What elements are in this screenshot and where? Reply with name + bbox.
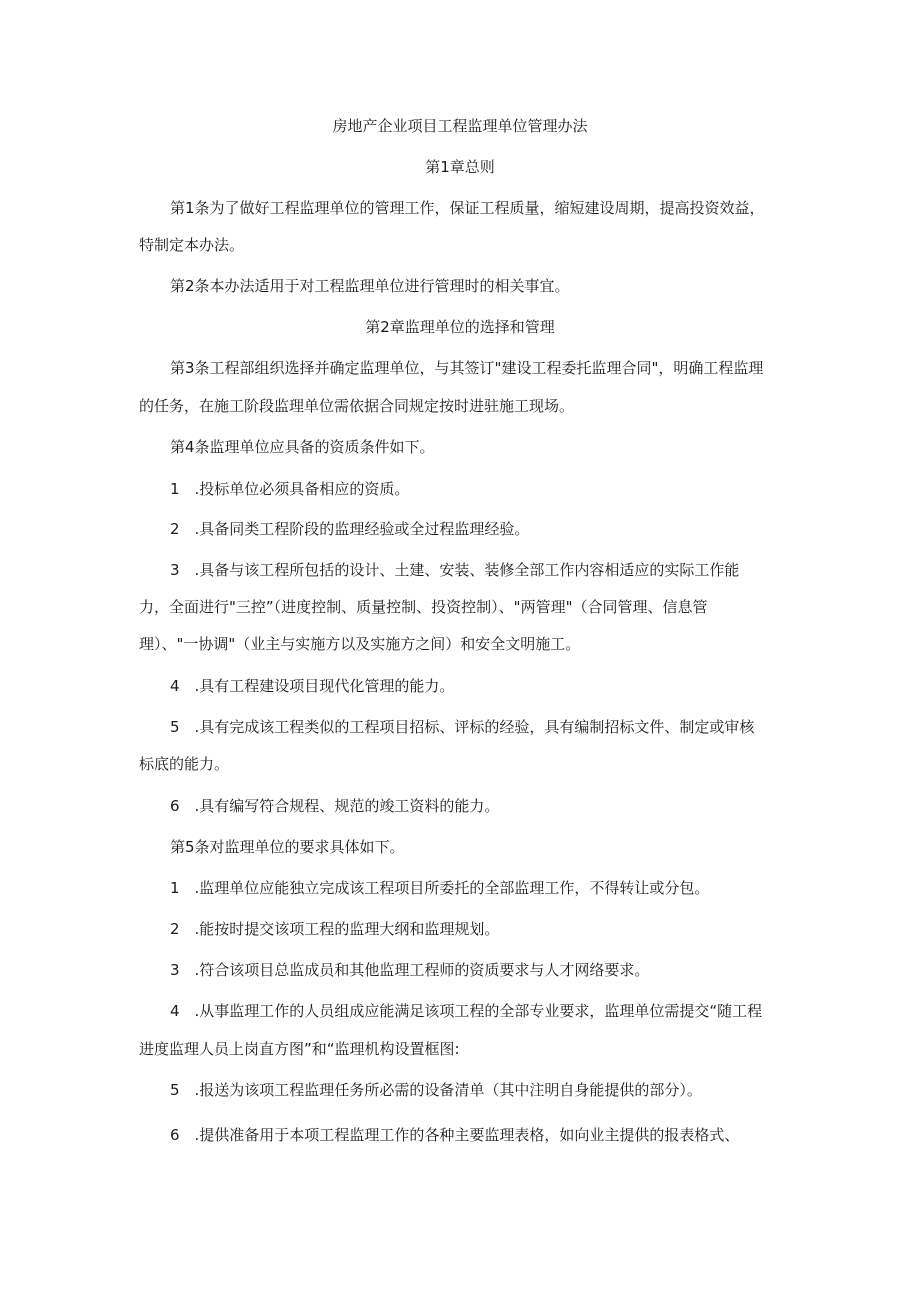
chapter-2-heading: 第2章监理单位的选择和管理 [365,318,555,336]
article-5-item-1: 1 .监理单位应能独立完成该工程项目所委托的全部监理工作，不得转让或分包。 [170,879,710,897]
article-5-intro: 第5条对监理单位的要求具体如下。 [170,838,405,856]
article-4-intro: 第4条监理单位应具备的资质条件如下。 [170,438,435,456]
article-4-item-1: 1 .投标单位必须具备相应的资质。 [170,480,410,498]
article-2: 第2条本办法适用于对工程监理单位进行管理时的相关事宜。 [170,277,570,295]
article-5-item-4-line-2: 进度监理人员上岗直方图”和“监理机构设置框图: [139,1040,460,1058]
article-5-item-2: 2 .能按时提交该项工程的监理大纲和监理规划。 [170,920,500,938]
article-4-item-5-line-2: 标底的能力。 [139,755,230,773]
article-5-item-3: 3 .符合该项目总监成员和其他监理工程师的资质要求与人才网络要求。 [170,961,650,979]
article-5-item-4-line-1: 4 .从事监理工作的人员组成应能满足该项工程的全部专业要求，监理单位需提交“随工程 [170,1002,763,1020]
article-3-line-1: 第3条工程部组织选择并确定监理单位，与其签订"建设工程委托监理合同"，明确工程监理 [170,359,764,377]
article-4-item-6: 6 .具有编写符合规程、规范的竣工资料的能力。 [170,797,500,815]
article-5-item-6: 6 .提供准备用于本项工程监理工作的各种主要监理表格，如向业主提供的报表格式、 [170,1126,740,1144]
article-4-item-3-line-1: 3 .具备与该工程所包括的设计、土建、安装、装修全部工作内容相适应的实际工作能 [170,561,740,579]
article-4-item-4: 4 .具有工程建设项目现代化管理的能力。 [170,677,455,695]
article-4-item-2: 2 .具备同类工程阶段的监理经验或全过程监理经验。 [170,520,530,538]
article-4-item-3-line-3: 理）、"一协调"（业主与实施方以及实施方之间）和安全文明施工。 [139,635,581,653]
article-3-line-2: 的任务，在施工阶段监理单位需依据合同规定按时进驻施工现场。 [139,397,575,415]
article-5-item-5: 5 .报送为该项工程监理任务所必需的设备清单（其中注明自身能提供的部分）。 [170,1081,702,1099]
article-4-item-3-line-2: 力，全面进行"三控”（进度控制、质量控制、投资控制）、"两管理"（合同管理、信息管 [139,598,708,616]
chapter-1-heading: 第1章总则 [425,158,495,176]
document-title: 房地产企业项目工程监理单位管理办法 [332,117,588,135]
article-1-line-1: 第1条为了做好工程监理单位的管理工作，保证工程质量，缩短建设周期，提高投资效益， [170,199,765,217]
article-4-item-5-line-1: 5 .具有完成该工程类似的工程项目招标、评标的经验，具有编制招标文件、制定或审核 [170,718,755,736]
article-1-line-2: 特制定本办法。 [139,236,245,254]
